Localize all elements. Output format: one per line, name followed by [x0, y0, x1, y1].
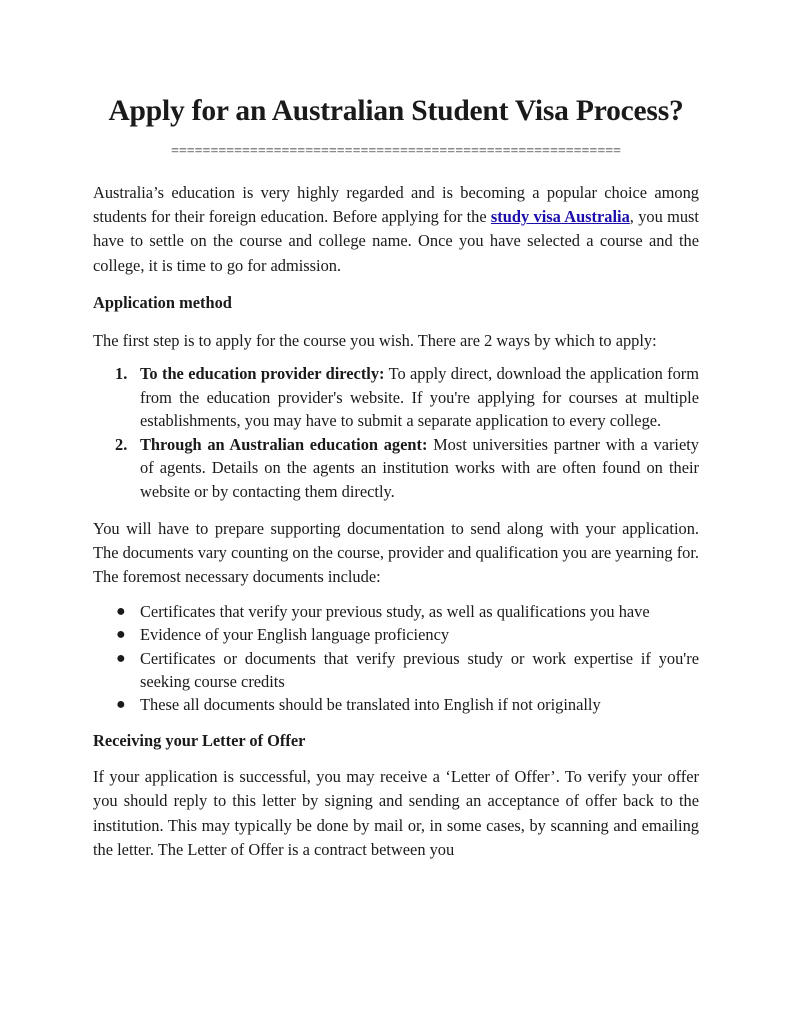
intro-text-before-link: Australia’s education is very highly regarded and is becoming a popular choice among students for their foreign education. Before applying for the — [93, 183, 699, 227]
bullet-text: These all documents should be translated into English if not originally — [140, 695, 601, 714]
application-method-paragraph: The first step is to apply for the course you wish. There are 2 ways by which to apply: — [93, 330, 657, 350]
document-page — [93, 93, 699, 862]
intro-paragraph — [93, 181, 699, 278]
bullet-text: Certificates or documents that verify previous study or work expertise if you're seeking course credits — [140, 648, 699, 691]
list-item-label: Through an Australian education agent: — [140, 434, 428, 454]
bullet-icon: ● — [116, 626, 126, 644]
list-item-number: 2. — [115, 434, 128, 454]
documentation-paragraph: You will have to prepare supporting documentation to send along with your application. The documents vary counting on the course, provider and qualification you are yearning for. The foremost necessary documents include: — [93, 518, 699, 586]
list-item-number: 1. — [115, 364, 128, 384]
list-item-text: To apply direct, download the application form from the education provider's website. If you're applying for courses at multiple establishments, you may have to submit a separate application to every college. — [140, 364, 700, 431]
bullet-icon: ● — [116, 696, 126, 713]
bullet-text: Evidence of your English language proficiency — [140, 625, 450, 645]
letter-of-offer-heading: Receiving your Letter of Offer — [93, 731, 306, 751]
application-ways-list — [93, 362, 699, 504]
bullet-item — [93, 647, 699, 693]
bullet-item — [93, 623, 699, 646]
bullet-text: Certificates that verify your previous study, as well as qualifications you have — [140, 602, 650, 622]
required-documents-list — [93, 600, 699, 716]
bullet-icon: ● — [116, 603, 126, 621]
list-item-label: To the education provider directly: — [140, 364, 385, 384]
separator-rule: ========================================================= — [170, 145, 622, 159]
page-title: Apply for an Australian Student Visa Process? — [108, 95, 684, 127]
study-visa-australia-link[interactable]: study visa Australia — [490, 207, 630, 227]
bullet-item — [93, 693, 699, 716]
list-item — [93, 362, 699, 433]
intro-text-after-link: , you must have to settle on the course and college name. Once you have selected a course and the college, it is time to go for admission. — [93, 207, 699, 275]
letter-of-offer-paragraph: If your application is successful, you may receive a ‘Letter of Offer’. To verify your offer you should reply to this letter by signing and sending an acceptance of offer back to the institution. This may typically be done by mail or, in some cases, by scanning and emailing the letter. The Letter of Offer is a contract between you — [93, 767, 699, 859]
list-item-text: Most universities partner with a variety of agents. Details on the agents an institution works with are often found on their website or by contacting them directly. — [140, 434, 700, 501]
bullet-item — [93, 600, 699, 623]
list-item — [93, 433, 699, 504]
application-method-heading: Application method — [93, 292, 232, 312]
bullet-icon: ● — [116, 649, 126, 667]
